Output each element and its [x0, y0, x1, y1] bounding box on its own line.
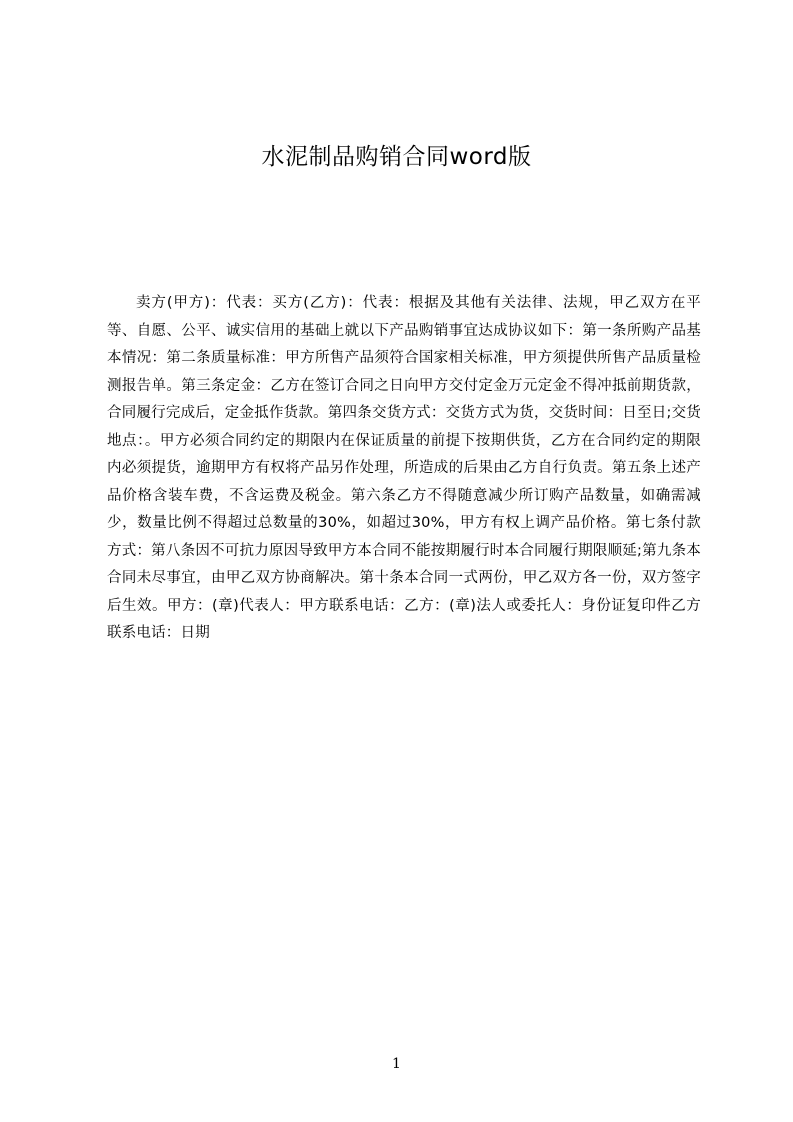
page-number: 1 [392, 1056, 401, 1072]
document-title: 水泥制品购销合同word版 [261, 144, 532, 170]
contract-body-text: 卖方(甲方)：代表：买方(乙方)：代表：根据及其他有关法律、法规，甲乙双方在平等、自愿、公平、诚实信用的基础上就以下产品购销事宜达成协议如下：第一条所购产品基本情况：第二条质量标准：甲方所售产品须符合国家相关标准，甲方须提供所售产品质量检测报告单。第三条定金：乙方在签订合同之日向甲方交付定金万元定金不得冲抵前期货款，合同履行完成后，定金抵作货款。第四条交货方式：交货方式为货，交货时间：日至日;交货地点：。甲方必须合同约定的期限内在保证质量的前提下按期供货，乙方在合同约定的期限内必须提货，逾期甲方有权将产品另作处理，所造成的后果由乙方自行负责。第五条上述产品价格含装车费，不含运费及税金。第六条乙方不得随意减少所订购产品数量，如确需减少，数量比例不得超过总数量的30%，如超过30%，甲方有权上调产品价格。第七条付款方式：第八条因不可抗力原因导致甲方本合同不能按期履行时本合同履行期限顺延;第九条本合同未尽事宜，由甲乙双方协商解决。第十条本合同一式两份，甲乙双方各一份，双方签字后生效。甲方：(章)代表人：甲方联系电话：乙方：(章)法人或委托人：身份证复印件乙方联系电话：日期 [107, 295, 701, 641]
